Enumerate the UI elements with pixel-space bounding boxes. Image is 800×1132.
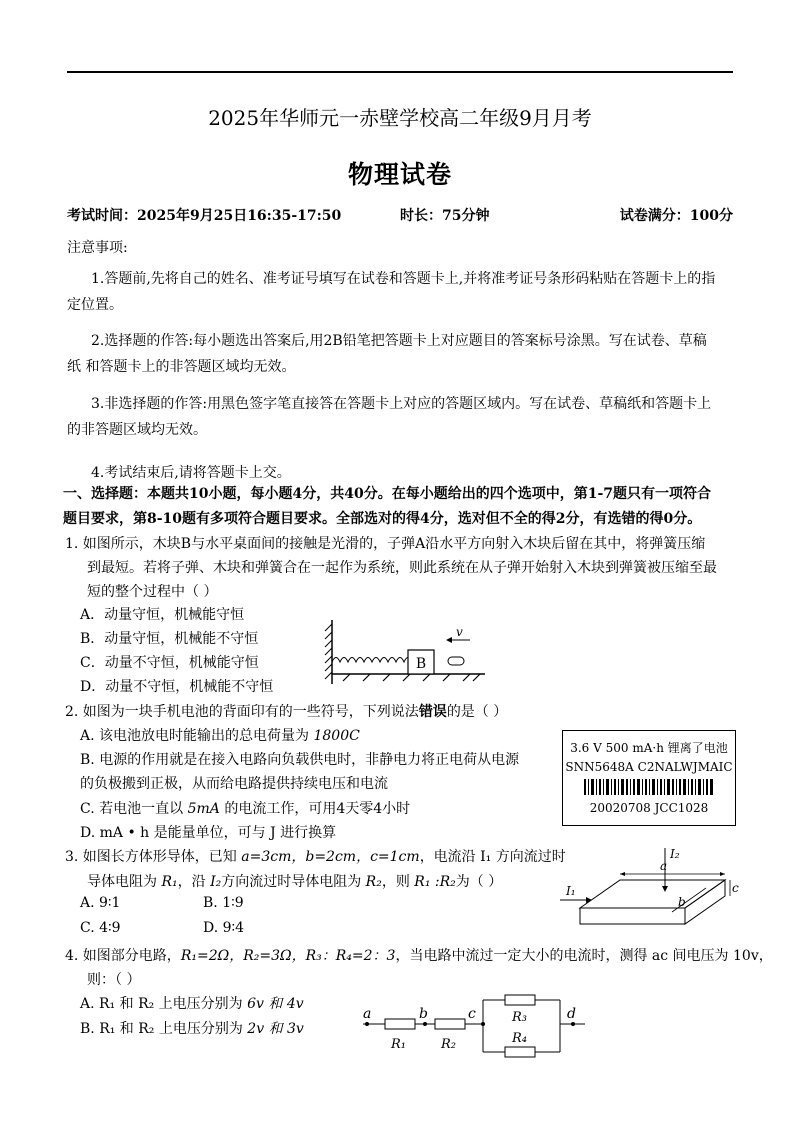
battery-model: SNN5648A C2NALWJMAIC — [565, 760, 733, 774]
section1-line2: 题目要求，第8-10题有多项符合题目要求。全部选对的得4分，选对但不全的得2分，有选错的得0分。 — [63, 511, 702, 527]
q4-node-a: a — [363, 1006, 372, 1022]
q3-b-label: b — [678, 895, 686, 909]
notes-heading: 注意事项: — [67, 240, 128, 256]
q4-r2-label: R₂ — [441, 1037, 456, 1052]
q4-option-a: A. R₁ 和 R₂ 上电压分别为 6v 和 4v — [80, 996, 304, 1012]
q3-option-d: D. 9∶4 — [203, 920, 245, 936]
top-rule — [67, 71, 733, 73]
q3-option-a: A. 9∶1 — [80, 895, 121, 911]
battery-barcode — [563, 779, 735, 795]
note-3-line2: 的非答题区域均无效。 — [67, 422, 207, 438]
q1-line1: 1. 如图所示，木块B与水平桌面间的接触是光滑的，子弹A沿水平方向射入木块后留在其中，将弹簧压缩 — [65, 536, 706, 552]
exam-title: 2025年华师元一赤壁学校高二年级9月月考 — [208, 106, 592, 130]
q3-option-b: B. 1∶9 — [203, 895, 244, 911]
q4-r4-label: R₄ — [512, 1031, 527, 1046]
q3-a-label: a — [660, 859, 668, 873]
q3-i1-label: I₁ — [566, 884, 576, 898]
q3-line2: 导体电阻为 R₁，沿 I₂方向流过时导体电阻为 R₂，则 R₁ :R₂为（ ） — [87, 874, 503, 890]
battery-spec: 3.6 V 500 mA·h 锂离了电池 — [570, 741, 728, 755]
q2-stem: 2. 如图为一块手机电池的背面印有的一些符号，下列说法错误的是（ ） — [65, 704, 508, 720]
q1-line2: 到最短。若将子弹、木块和弹簧合在一起作为系统，则此系统在从子弹开始射入木块到弹簧被压缩至最 — [87, 560, 717, 576]
q2-battery-label — [562, 730, 736, 826]
q4-option-b: B. R₁ 和 R₂ 上电压分别为 2v 和 3v — [80, 1021, 304, 1037]
note-3-line1: 3.非选择题的作答:用黑色签字笔直接答在答题卡上对应的答题区域内。写在试卷、草稿纸和答题卡上 — [91, 396, 712, 412]
q2-option-b-line1: B. 电源的作用就是在接入电路向负载供电时，非静电力将正电荷从电源 — [80, 752, 520, 768]
note-1-line2: 定位置。 — [67, 297, 123, 313]
q2-option-b-line2: 的负极搬到正极，从而给电路提供持续电压和电流 — [80, 776, 388, 792]
q4-node-d: d — [567, 1006, 576, 1022]
q4-line2: 则：（ ） — [87, 972, 141, 988]
q4-node-b: b — [419, 1006, 428, 1022]
full-score: 试卷满分：100分 — [619, 208, 733, 224]
paper-title: 物理试卷 — [347, 160, 452, 189]
note-2-line2: 纸 和答题卡上的非答题区域均无效。 — [67, 359, 296, 375]
q4-r1-label: R₁ — [391, 1037, 406, 1052]
exam-duration: 时长：75分钟 — [400, 208, 490, 224]
q2-option-c: C. 若电池一直以 5mA 的电流工作，可用4天零4小时 — [80, 801, 411, 817]
q4-line1: 4. 如图部分电路，R₁=2Ω，R₂=3Ω，R₃：R₄=2：3，当电路中流过一定大小的电流时，测得 ac 间电压为 10v， — [65, 948, 773, 964]
note-1-line1: 1.答题前,先将自己的姓名、准考证号填写在试卷和答题卡上,并将准考证号条形码粘贴在答题卡上的指 — [91, 271, 716, 287]
q1-option-d: D．动量不守恒，机械能不守恒 — [80, 679, 274, 695]
q1-option-b: B．动量守恒，机械能不守恒 — [80, 631, 259, 647]
q4-node-c: c — [468, 1006, 476, 1022]
q2-option-d: D. mA • h 是能量单位，可与 J 进行换算 — [80, 825, 337, 841]
q3-c-label: c — [732, 881, 739, 895]
battery-code: 20020708 JCC1028 — [589, 801, 709, 815]
q3-i2-label: I₂ — [670, 847, 680, 861]
q3-option-c: C. 4∶9 — [80, 920, 121, 936]
q1-option-c: C．动量不守恒，机械能守恒 — [80, 655, 259, 671]
q3-line1: 3. 如图长方体形导体，已知 a=3cm，b=2cm，c=1cm，电流沿 I₁ 方向流过时 — [65, 849, 566, 865]
q1-line3: 短的整个过程中（ ） — [87, 584, 218, 600]
q1-option-a: A．动量守恒，机械能守恒 — [80, 607, 245, 623]
note-2-line1: 2.选择题的作答:每小题选出答案后,用2B铅笔把答题卡上对应题目的答案标号涂黑。写在试卷、草稿 — [91, 333, 707, 349]
q4-circuit-figure — [355, 990, 595, 1065]
q1-velocity-label: v — [456, 625, 463, 639]
q1-block-label: B — [415, 656, 427, 672]
section1-line1: 一、选择题：本题共10小题，每小题4分，共40分。在每小题给出的四个选项中，第1-7题只有一项符合 — [63, 486, 711, 502]
note-4: 4.考试结束后,请将答题卡上交。 — [91, 465, 291, 481]
exam-time: 考试时间：2025年9月25日16:35-17:50 — [67, 208, 342, 224]
q3-cuboid-figure — [560, 840, 740, 935]
q2-option-a: A. 该电池放电时能输出的总电荷量为 1800C — [80, 728, 360, 744]
q1-spring-block-figure — [320, 612, 490, 694]
q4-r3-label: R₃ — [512, 1010, 527, 1025]
